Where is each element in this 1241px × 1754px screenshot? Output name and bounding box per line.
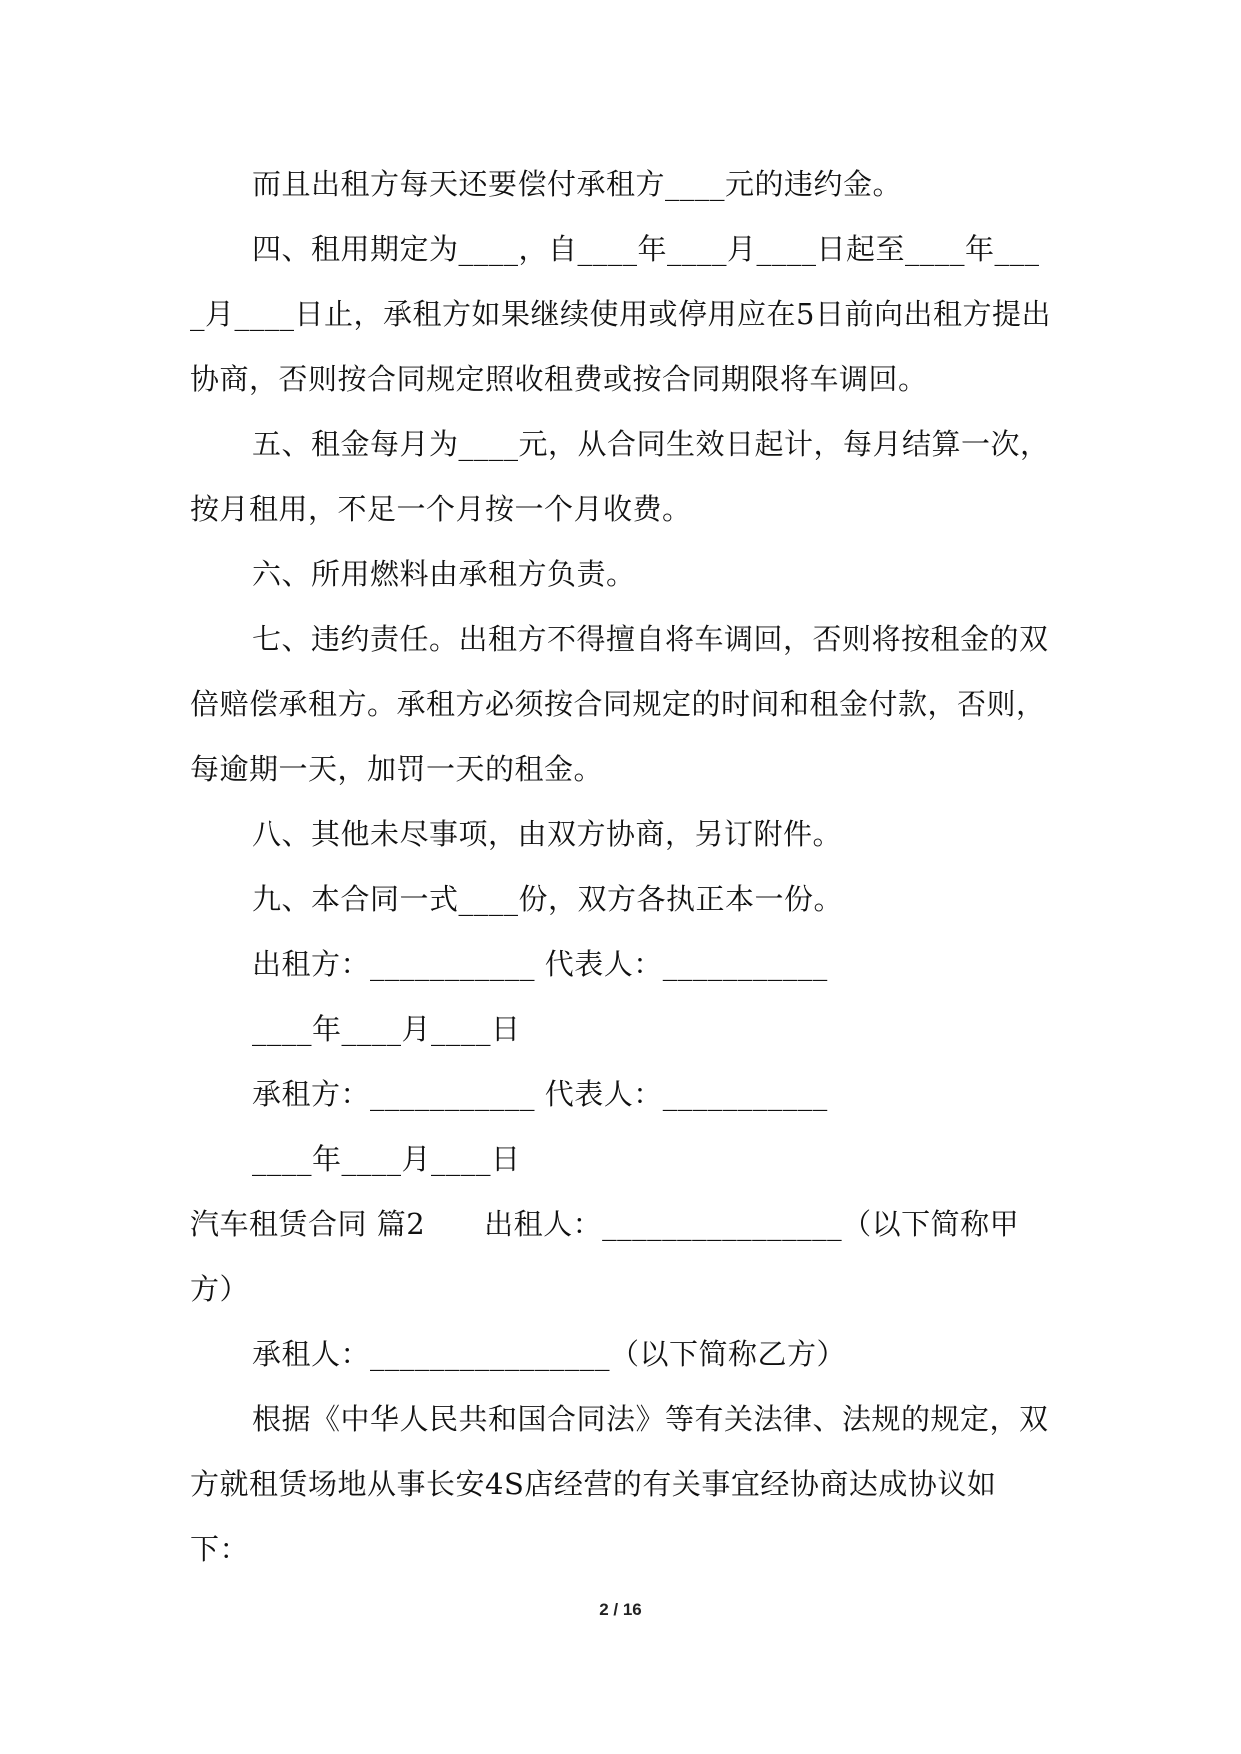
- signature-lessor-date: ____年____月____日: [252, 1012, 521, 1046]
- paragraph-clause-7-liability: 七、违约责任。出租方不得擅自将车调回，否则将按租金的双倍赔偿承租方。承租方必须按合同规定的时间和租金付款，否则，每逾期一天，加罚一天的租金。: [190, 622, 1049, 786]
- document-body: [190, 152, 1051, 1582]
- signature-lessee-date: ____年____月____日: [252, 1142, 521, 1176]
- paragraph-clause-4-rental-period: 四、租用期定为____，自____年____月____日起至____年____月____日止，承租方如果继续使用或停用应在5日前向出租方提出协商，否则按合同规定照收租费或按合同期限将车调回。: [190, 232, 1051, 396]
- contract-2-heading-lessor: 汽车租赁合同 篇2 出租人：________________（以下简称甲方）: [190, 1207, 1020, 1306]
- page-number: 2 / 16: [599, 1600, 642, 1619]
- paragraph-clause-9-copies: 九、本合同一式____份，双方各执正本一份。: [252, 882, 844, 916]
- signature-lessee-line: 承租方：___________ 代表人：___________: [252, 1077, 828, 1111]
- contract-2-preamble: 根据《中华人民共和国合同法》等有关法律、法规的规定，双方就租赁场地从事长安4S店经营的有关事宜经协商达成协议如下：: [190, 1402, 1049, 1566]
- signature-lessor-line: 出租方：___________ 代表人：___________: [252, 947, 828, 981]
- paragraph-clause-6-fuel: 六、所用燃料由承租方负责。: [252, 557, 636, 591]
- paragraph-clause-8-other-matters: 八、其他未尽事项，由双方协商，另订附件。: [252, 817, 843, 851]
- paragraph-clause-5-rent: 五、租金每月为____元，从合同生效日起计，每月结算一次，按月租用，不足一个月按一个月收费。: [190, 427, 1050, 526]
- contract-2-lessee: 承租人：________________（以下简称乙方）: [252, 1337, 847, 1371]
- paragraph-penalty-continuation: 而且出租方每天还要偿付承租方____元的违约金。: [252, 167, 903, 201]
